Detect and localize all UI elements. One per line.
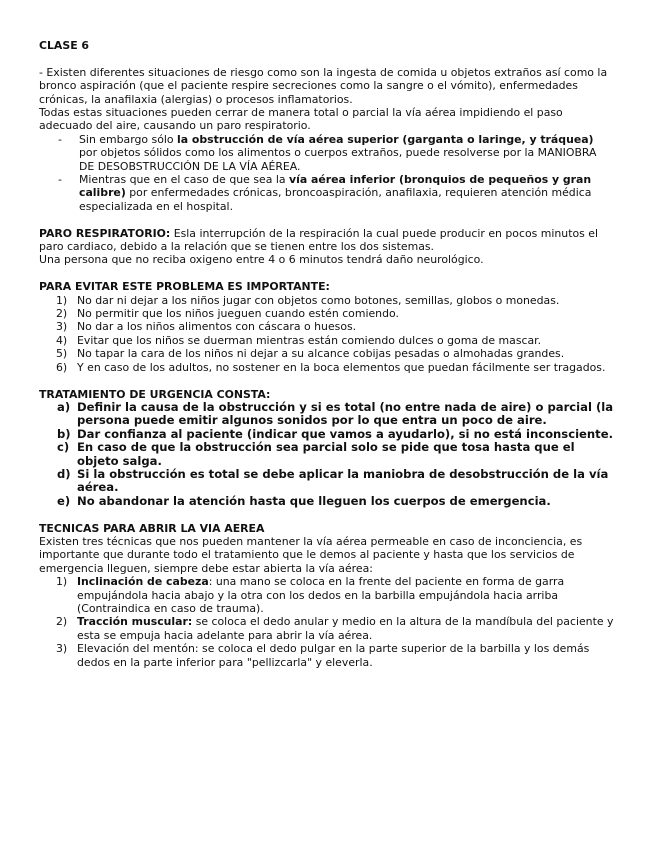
list-item-text: No permitir que los niños jueguen cuando estén comiendo. xyxy=(77,307,399,321)
list-marker: 3) xyxy=(56,320,68,334)
evitar-heading: PARA EVITAR ESTE PROBLEMA ES IMPORTANTE: xyxy=(39,280,330,294)
list-marker: 1) xyxy=(56,575,68,589)
bullet-bold: vía aérea inferior (bronquios de pequeños y gran calibre) xyxy=(79,173,592,200)
list-item xyxy=(39,401,615,428)
tecnicas-intro: Existen tres técnicas que nos pueden mantener la vía aérea permeable en caso de inconciencia, es importante que durante todo el tratamiento que le demos al paciente y hasta que los servicios de emergencia lleguen, siempre debe estar abierta la vía aérea: xyxy=(39,534,583,575)
list-item-text: Si la obstrucción es total se debe aplicar la maniobra de desobstrucción de la vía aérea. xyxy=(77,466,609,495)
list-marker: b) xyxy=(57,426,71,441)
list-item-text: Y en caso de los adultos, no sostener en la boca elementos que puedan fácilmente ser tragados. xyxy=(77,360,606,374)
list-item-text: No tapar la cara de los niños ni dejar a su alcance cobijas pesadas o almohadas grandes. xyxy=(77,347,565,361)
list-marker: d) xyxy=(57,466,71,481)
spacer xyxy=(39,508,615,521)
bullet-text: Sin embargo sólo xyxy=(79,132,178,146)
intro-paragraph-2: Todas estas situaciones pueden cerrar de manera total o parcial la vía aérea impidiendo el paso adecuado del aire, causando un paro respiratorio. xyxy=(39,106,563,133)
list-marker: 2) xyxy=(56,307,68,321)
tratamiento-list xyxy=(39,401,615,508)
list-item-text: : una mano se coloca en la frente del paciente en forma de garra empujándola hacia abajo y la otra con los dedos en la barbilla empujándola hacia arriba (Contraindica en caso de trauma). xyxy=(77,575,565,615)
technique-name: Inclinación de cabeza xyxy=(77,575,209,589)
paro-paragraph-2: Una persona que no reciba oxigeno entre 4 o 6 minutos tendrá daño neurológico. xyxy=(39,253,484,267)
paro-text: Esla interrupción de la respiración la cual puede producir en pocos minutos el paro cardiaco, debido a la relación que se tienen entre los dos sistemas. xyxy=(39,226,598,254)
list-item xyxy=(39,320,615,333)
list-item xyxy=(39,428,615,441)
list-item xyxy=(39,347,615,360)
list-item xyxy=(39,441,615,468)
list-item-text: Dar confianza al paciente (indicar que vamos a ayudarlo), si no está inconsciente. xyxy=(77,426,613,441)
list-marker: a) xyxy=(57,399,71,414)
intro-paragraph: - Existen diferentes situaciones de riesgo como son la ingesta de comida u objetos extraños así como la bronco aspiración (que el paciente respire secreciones como la sangre o el vómito), enfermedades crónicas, la anafilaxia (alergias) o procesos inflamatorios. xyxy=(39,65,608,106)
bullet-text: por objetos sólidos como los alimentos o cuerpos extraños, puede resolverse por la MANIOBRA DE DESOBSTRUCCIÓN DE LA VÍA AÉREA. xyxy=(79,146,597,173)
list-item xyxy=(39,468,615,495)
list-item xyxy=(39,575,615,615)
tecnicas-heading: TECNICAS PARA ABRIR LA VIA AEREA xyxy=(39,521,265,535)
bullet-item xyxy=(79,133,615,173)
page-title: CLASE 6 xyxy=(39,39,90,52)
tratamiento-heading: TRATAMIENTO DE URGENCIA CONSTA: xyxy=(39,387,271,401)
list-marker: c) xyxy=(57,440,70,455)
tecnicas-list xyxy=(39,575,615,669)
bullet-item xyxy=(79,173,615,213)
spacer xyxy=(39,52,615,65)
list-item-text: No abandonar la atención hasta que lleguen los cuerpos de emergencia. xyxy=(77,493,551,508)
list-item-text: No dar a los niños alimentos con cáscara o huesos. xyxy=(77,320,357,334)
list-item-text: Evitar que los niños se duerman mientras están comiendo dulces o goma de mascar. xyxy=(77,333,542,347)
bullet-text: Mientras que en el caso de que sea la xyxy=(79,173,289,187)
list-item-text: Definir la causa de la obstrucción y si es total (no entre nada de aire) o parcial (la persona puede emitir algunos sonidos por lo que entra un poco de aire. xyxy=(77,399,614,428)
list-marker: 4) xyxy=(56,333,68,347)
list-marker: e) xyxy=(57,493,71,508)
paro-paragraph xyxy=(39,227,615,254)
list-item xyxy=(39,294,615,307)
list-item-text: se coloca el dedo anular y medio en la altura de la mandíbula del paciente y esta se empuja hacia adelante para abrir la vía aérea. xyxy=(77,615,614,642)
list-item xyxy=(39,361,615,374)
list-item xyxy=(39,615,615,642)
paro-label: PARO RESPIRATORIO: xyxy=(39,226,171,240)
list-item xyxy=(39,307,615,320)
spacer xyxy=(39,374,615,387)
list-item xyxy=(39,334,615,347)
list-marker: 1) xyxy=(56,293,68,307)
bullet-text: por enfermedades crónicas, broncoaspiración, anafilaxia, requieren atención médica especializada en el hospital. xyxy=(79,186,592,213)
list-item-text: No dar ni dejar a los niños jugar con objetos como botones, semillas, globos o monedas. xyxy=(77,293,560,307)
list-marker: 5) xyxy=(56,347,68,361)
list-marker: 3) xyxy=(56,642,68,656)
spacer xyxy=(39,213,615,226)
evitar-list xyxy=(39,294,615,374)
airway-bullet-list xyxy=(39,133,615,213)
list-item xyxy=(39,495,615,508)
list-item xyxy=(39,642,615,669)
spacer xyxy=(39,267,615,280)
list-marker: 6) xyxy=(56,360,68,374)
list-marker: 2) xyxy=(56,615,68,629)
bullet-bold: la obstrucción de vía aérea superior (garganta o laringe, y tráquea) xyxy=(177,132,594,146)
technique-name: Tracción muscular: xyxy=(77,615,193,629)
list-item-text: En caso de que la obstrucción sea parcial solo se pide que tosa hasta que el objeto salga. xyxy=(77,440,575,468)
list-item-text: Elevación del mentón: se coloca el dedo pulgar en la parte superior de la barbilla y los demás dedos en la parte inferior para "pellizcarla" y eleverla. xyxy=(77,642,590,669)
